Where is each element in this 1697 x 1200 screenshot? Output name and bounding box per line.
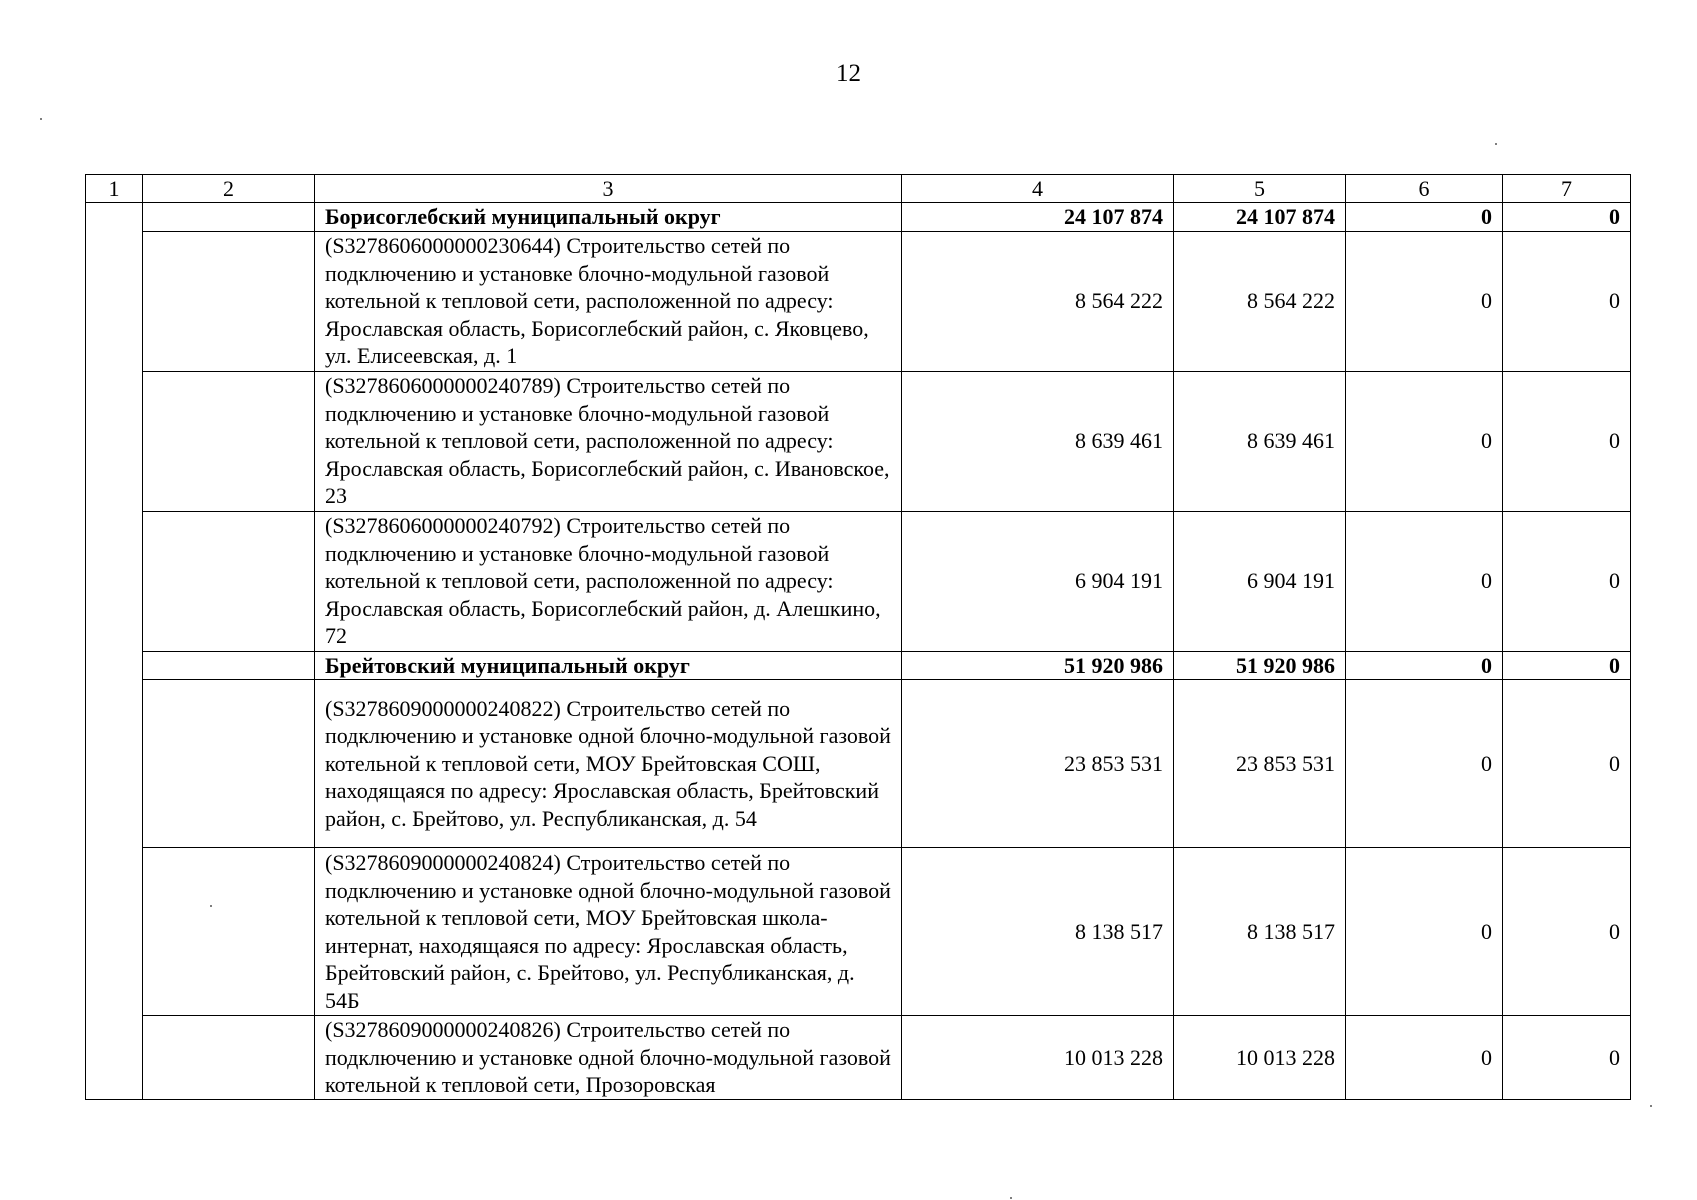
amount-col6: 0 — [1346, 371, 1503, 511]
amount-col5: 8 564 222 — [1174, 231, 1346, 371]
amount-col5: 10 013 228 — [1174, 1016, 1346, 1100]
amount-col7: 0 — [1503, 231, 1631, 371]
amount-col4: 8 138 517 — [902, 848, 1174, 1016]
table-row — [86, 511, 1631, 651]
item-description: (S3278606000000240792) Строительство сетей по подключению и установке блочно-модульной газовой котельной к тепловой сети, расположенной по адресу: Ярославская область, Борисоглебский район, д. Алешкино, 72 — [315, 511, 902, 651]
amount-col5: 23 853 531 — [1174, 680, 1346, 848]
amount-col5: 51 920 986 — [1174, 651, 1346, 680]
amount-col4: 23 853 531 — [902, 680, 1174, 848]
amount-col7: 0 — [1503, 371, 1631, 511]
column-2-cell — [143, 680, 315, 848]
amount-col4: 8 564 222 — [902, 231, 1174, 371]
page-number: 12 — [836, 60, 861, 87]
scan-speck — [210, 905, 212, 907]
amount-col7: 0 — [1503, 203, 1631, 232]
column-2-cell — [143, 511, 315, 651]
budget-table — [85, 174, 1631, 1100]
amount-col6: 0 — [1346, 651, 1503, 680]
column-2-cell — [143, 371, 315, 511]
group-row-breitovsky — [86, 651, 1631, 680]
amount-col7: 0 — [1503, 680, 1631, 848]
amount-col4: 8 639 461 — [902, 371, 1174, 511]
amount-col6: 0 — [1346, 203, 1503, 232]
column-2-cell — [143, 231, 315, 371]
item-description: (S3278606000000240789) Строительство сетей по подключению и установке блочно-модульной газовой котельной к тепловой сети, расположенной по адресу: Ярославская область, Борисоглебский район, с. Ивановское, 23 — [315, 371, 902, 511]
amount-col6: 0 — [1346, 848, 1503, 1016]
column-header: 7 — [1503, 175, 1631, 203]
table-row — [86, 848, 1631, 1016]
scan-speck — [1495, 143, 1497, 145]
column-1-cell — [86, 203, 143, 1100]
amount-col6: 0 — [1346, 231, 1503, 371]
column-header: 4 — [902, 175, 1174, 203]
amount-col4: 24 107 874 — [902, 203, 1174, 232]
item-description: (S3278606000000230644) Строительство сетей по подключению и установке блочно-модульной газовой котельной к тепловой сети, расположенной по адресу: Ярославская область, Борисоглебский район, с. Яковцево, ул. Елисеевская, д. 1 — [315, 231, 902, 371]
column-2-cell — [143, 203, 315, 232]
scan-speck — [1650, 1105, 1652, 1107]
group-row-borisoglebsky — [86, 203, 1631, 232]
group-name: Борисоглебский муниципальный округ — [315, 203, 902, 232]
column-header: 1 — [86, 175, 143, 203]
amount-col4: 6 904 191 — [902, 511, 1174, 651]
amount-col6: 0 — [1346, 680, 1503, 848]
amount-col5: 8 138 517 — [1174, 848, 1346, 1016]
amount-col7: 0 — [1503, 511, 1631, 651]
amount-col6: 0 — [1346, 511, 1503, 651]
column-header: 6 — [1346, 175, 1503, 203]
column-2-cell — [143, 848, 315, 1016]
table-row — [86, 1016, 1631, 1100]
table-row — [86, 680, 1631, 848]
table-header-row — [86, 175, 1631, 203]
item-description: (S3278609000000240824) Строительство сетей по подключению и установке одной блочно-модульной газовой котельной к тепловой сети, МОУ Брейтовская школа-интернат, находящаяся по адресу: Ярославская область, Брейтовский район, с. Брейтово, ул. Республиканская, д. 54Б — [315, 848, 902, 1016]
group-name: Брейтовский муниципальный округ — [315, 651, 902, 680]
column-2-cell — [143, 651, 315, 680]
item-description: (S3278609000000240822) Строительство сетей по подключению и установке одной блочно-модульной газовой котельной к тепловой сети, МОУ Брейтовская СОШ, находящаяся по адресу: Ярославская область, Брейтовский район, с. Брейтово, ул. Республиканская, д. 54 — [315, 680, 902, 848]
amount-col5: 6 904 191 — [1174, 511, 1346, 651]
amount-col4: 10 013 228 — [902, 1016, 1174, 1100]
amount-col5: 8 639 461 — [1174, 371, 1346, 511]
column-header: 5 — [1174, 175, 1346, 203]
amount-col5: 24 107 874 — [1174, 203, 1346, 232]
amount-col4: 51 920 986 — [902, 651, 1174, 680]
table-row — [86, 231, 1631, 371]
amount-col7: 0 — [1503, 848, 1631, 1016]
scan-speck — [1010, 1197, 1012, 1199]
column-header: 3 — [315, 175, 902, 203]
amount-col6: 0 — [1346, 1016, 1503, 1100]
scan-speck — [40, 118, 42, 120]
amount-col7: 0 — [1503, 1016, 1631, 1100]
amount-col7: 0 — [1503, 651, 1631, 680]
column-header: 2 — [143, 175, 315, 203]
item-description: (S3278609000000240826) Строительство сетей по подключению и установке одной блочно-модульной газовой котельной к тепловой сети, Прозоровская — [315, 1016, 902, 1100]
column-2-cell — [143, 1016, 315, 1100]
table-row — [86, 371, 1631, 511]
